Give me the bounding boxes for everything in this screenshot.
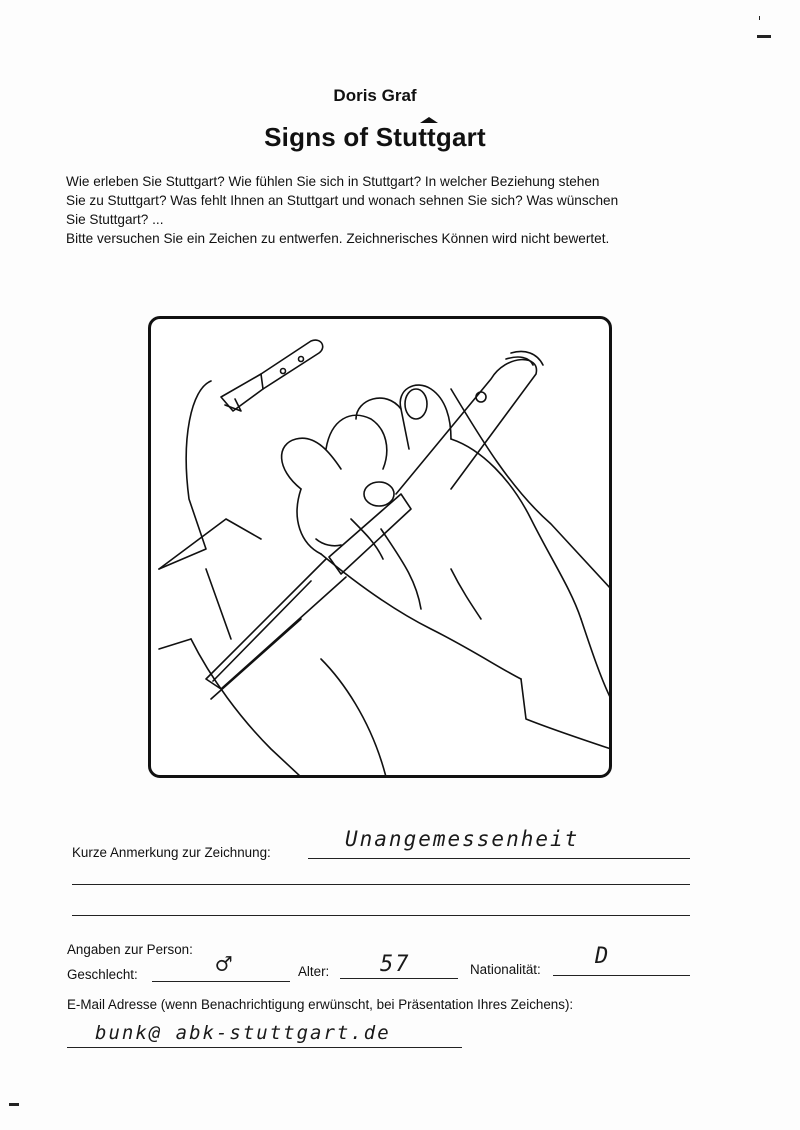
scan-mark-top-tick	[759, 16, 760, 20]
nationality-handwriting: D	[595, 944, 611, 969]
nationality-label: Nationalität:	[470, 962, 541, 977]
age-label: Alter:	[298, 964, 330, 979]
background-shape-left	[159, 381, 211, 569]
hand-fingers	[282, 438, 341, 489]
intro-line-3: Sie Stuttgart? ...	[66, 212, 164, 227]
email-handwriting: bunk@ abk-stuttgart.de	[95, 1022, 391, 1044]
gender-line[interactable]	[152, 981, 290, 982]
gender-label: Geschlecht:	[67, 967, 138, 982]
note-label: Kurze Anmerkung zur Zeichnung:	[72, 845, 271, 860]
age-line[interactable]	[340, 978, 458, 979]
scan-mark-top	[757, 35, 771, 38]
nationality-line[interactable]	[553, 975, 690, 976]
intro-line-1: Wie erleben Sie Stuttgart? Wie fühlen Sie sich in Stuttgart? In welcher Beziehung stehen	[66, 174, 600, 189]
note-line-3[interactable]	[72, 915, 690, 916]
note-line-1[interactable]	[308, 858, 690, 859]
author-name: Doris Graf	[333, 86, 417, 105]
page-title	[0, 122, 750, 153]
knife-blade	[206, 559, 346, 689]
title-text-3: gart	[435, 122, 486, 152]
email-line[interactable]	[67, 1047, 462, 1048]
age-handwriting: 57	[380, 952, 411, 977]
intro-line-4: Bitte versuchen Sie ein Zeichen zu entwerfen. Zeichnerisches Können wird nicht bewertet.	[66, 231, 610, 246]
note-line-2[interactable]	[72, 884, 690, 885]
wrist-sleeve	[521, 679, 611, 749]
gender-handwriting: ♂	[216, 950, 234, 980]
intro-text	[66, 172, 696, 248]
knife-handle	[396, 360, 536, 494]
title-tt-tower: tt	[418, 122, 436, 152]
intro-line-2: Sie zu Stuttgart? Was fehlt Ihnen an Stuttgart und wonach sehnen Sie sich? Was wünschen	[66, 193, 619, 208]
note-handwriting: Unangemessenheit	[345, 827, 580, 851]
title-text-2: Stu	[375, 122, 419, 152]
drawing-frame	[148, 316, 612, 778]
title-text-1: Signs of	[264, 122, 376, 152]
person-heading: Angaben zur Person:	[67, 942, 193, 957]
email-label: E-Mail Adresse (wenn Benachrichtigung erwünscht, bei Präsentation Ihres Zeichens):	[67, 997, 574, 1012]
hand-knife-drawing	[151, 319, 611, 777]
scan-mark-bottom	[9, 1103, 19, 1106]
